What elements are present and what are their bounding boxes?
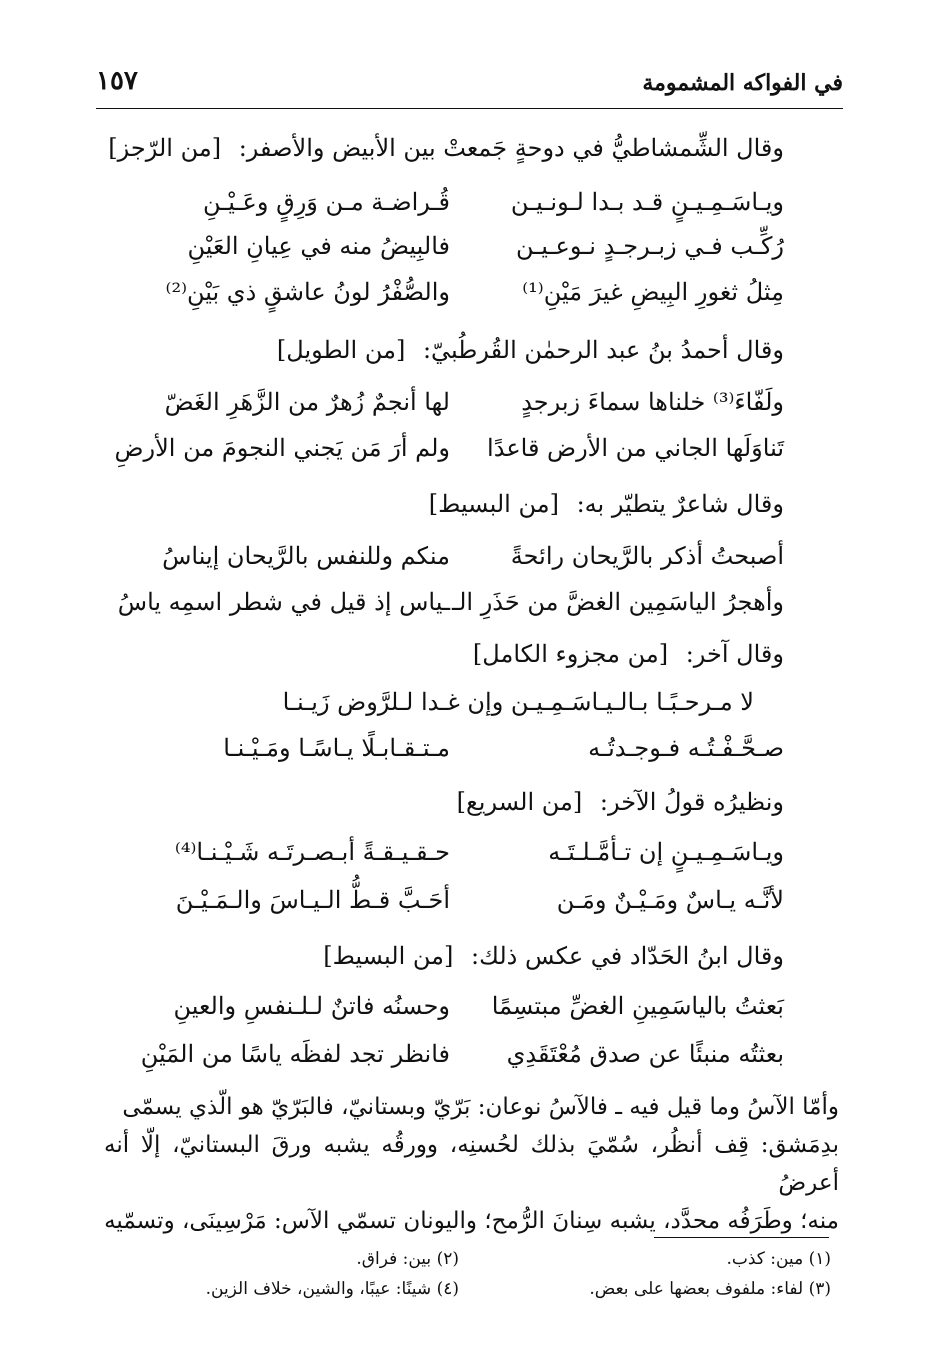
verse-line	[140, 382, 784, 422]
second-hemistich: منكم وللنفس بالرَّيحان إيناسُ	[162, 542, 450, 570]
verse-line	[140, 728, 784, 768]
first-hemistich: أصبحتُ أذكر بالرَّيحان رائحةً	[510, 542, 784, 570]
intro-line	[145, 634, 784, 674]
intro-line	[108, 128, 784, 168]
first-hemistich: تَناوَلَها الجاني من الأرض قاعدًا	[487, 434, 784, 462]
first-hemistich: صـحَّـفْـتُـه فـوجـدتُـه	[588, 734, 784, 762]
second-hemistich: والصُّفْرُ لونُ عاشقٍ ذي بَيْنِ⁽²⁾	[165, 278, 450, 306]
intro-line	[145, 330, 784, 370]
intro-text: وقال أحمدُ بنُ عبد الرحمٰن القُرطُبيّ:	[422, 336, 784, 364]
first-hemistich: وأهجرُ الياسَمِين الغضَّ من حَذَرِ الـ	[452, 588, 784, 616]
verse-line	[117, 582, 784, 622]
prose-paragraph	[104, 1088, 839, 1240]
verse-line	[140, 272, 784, 312]
footnote-text: لفاء: ملفوف بعضها على بعض.	[589, 1279, 804, 1299]
footnote-1	[726, 1246, 831, 1272]
first-hemistich: ويـاسَـمِـيـنٍ إن تـأمَّـلـتَـه	[548, 838, 784, 866]
meter-tag: [من السريع]	[456, 788, 583, 816]
intro-text: وقال ابنُ الحَدّاد في عكس ذلك:	[471, 942, 784, 970]
single-verse: لا مـرحـبًـا بـالـيـاسَـمِـيـن وإن غـدا لـلرَّوض زَيـنـا	[282, 688, 754, 716]
first-hemistich: رُكِّـب فـي زبـرجـدٍ نـوعـيـن	[515, 232, 784, 260]
footnote-text: شينًا: عيبًا، والشين، خلاف الزين.	[205, 1279, 432, 1299]
footnote-text: بين: فراق.	[356, 1249, 432, 1269]
first-hemistich: مِثلُ ثغورِ البِيضِ غيرَ مَيْنِ⁽¹⁾	[522, 278, 784, 306]
intro-text: وقال الشِّمشاطيُّ في دوحةٍ جَمعتْ بين الأبيض والأصفر:	[238, 134, 784, 162]
first-hemistich: بَعثتُ بالياسَمِينِ الغضِّ مبتسِمًا	[491, 992, 784, 1020]
first-hemistich: ولَفّاءَ⁽³⁾ خلناها سماءَ زبرجدٍ	[521, 388, 784, 416]
intro-line	[145, 484, 784, 524]
prose-line: منه؛ وطَرَفُه محدَّد، يشبه سِنانَ الرُّمح؛ واليونان تسمّي الآس: مَرْسِينَى، وتسمّيه	[104, 1208, 839, 1234]
verse-line	[140, 880, 784, 920]
second-hemistich: قُـراضـة مـن وَرِقٍ وعَـيْـنِ	[202, 188, 450, 216]
page-number: ١٥٧	[96, 66, 138, 96]
footnote-number: (٢)	[436, 1249, 459, 1269]
meter-tag: [من البسيط]	[323, 942, 454, 970]
chapter-title: في الفواكه المشمومة	[642, 70, 843, 96]
second-hemistich: مـتـقـابـلًا يـاسًـا ومَـيْـنـا	[223, 734, 450, 762]
intro-text: وقال شاعرٌ يتطيّر به:	[576, 490, 784, 518]
verse-line	[140, 1034, 784, 1074]
second-hemistich: حـقـيـقـةً أبـصـرتَـه شَـيْـنـا⁽⁴⁾	[174, 838, 450, 866]
footnote-number: (٣)	[808, 1279, 831, 1299]
second-hemistich: لها أنجمٌ زُهرٌ من الزَّهَرِ الغَضّ	[164, 388, 450, 416]
verse-line	[140, 536, 784, 576]
intro-text: ونظيرُه قولُ الآخر:	[599, 788, 784, 816]
footnote-3	[589, 1276, 831, 1302]
second-hemistich: أحَـبَّ قـطُّ الـيـاسَ والـمَـيْـنَ	[175, 886, 450, 914]
meter-tag: [من البسيط]	[428, 490, 559, 518]
intro-text: وقال آخر:	[685, 640, 784, 668]
footnote-2	[356, 1246, 459, 1272]
second-hemistich: فانظر تجد لفظَه ياسًا من المَيْنِ	[140, 1040, 450, 1068]
footnote-text: مين: كذب.	[726, 1249, 804, 1269]
second-hemistich: ـياس إذ قيل في شطر اسمِه ياسُ	[117, 588, 450, 616]
second-hemistich: وحسنُه فاتنٌ لـلـنفسِ والعينِ	[173, 992, 450, 1020]
footnote-rule	[654, 1237, 829, 1238]
verse-line	[114, 428, 784, 468]
second-hemistich: ولم أرَ مَن يَجني النجومَ من الأرضِ	[114, 434, 450, 462]
footnote-number: (٤)	[436, 1279, 459, 1299]
intro-line	[145, 782, 784, 822]
meter-tag: [من مجزوء الكامل]	[472, 640, 669, 668]
meter-tag: [من الطويل]	[276, 336, 406, 364]
verse-line	[140, 986, 784, 1026]
meter-tag: [من الرّجز]	[108, 134, 222, 162]
first-hemistich: بعثتُه منبئًا عن صدق مُعْتَقَدِي	[506, 1040, 784, 1068]
intro-line	[145, 936, 784, 976]
footnote-number: (١)	[808, 1249, 831, 1269]
header-rule	[96, 108, 843, 109]
first-hemistich: لأنَّـه يـاسٌ ومَـيْـنٌ ومَـن	[556, 886, 784, 914]
running-header	[96, 62, 843, 106]
second-hemistich: فالبِيضُ منه في عِيانِ العَيْنِ	[187, 232, 450, 260]
first-hemistich: ويـاسَـمِـيـنٍ قـد بـدا لـونـيـن	[510, 188, 784, 216]
prose-line: بدِمَشق: قِف أنظُر، سُمّيَ بذلك لحُسنِه، وورقُه يشبه ورقَ البستانيّ، إلّا أنه أعرضُ	[104, 1132, 839, 1196]
footnote-4	[206, 1276, 459, 1302]
verse-line	[140, 182, 784, 222]
verse-line	[140, 832, 784, 872]
verse-line	[140, 226, 784, 266]
prose-line: وأمّا الآسُ وما قيل فيه ـ فالآسُ نوعان: بَرّيّ وبستانيّ، فالبَرّيّ هو الّذي يسمّى	[122, 1094, 839, 1120]
